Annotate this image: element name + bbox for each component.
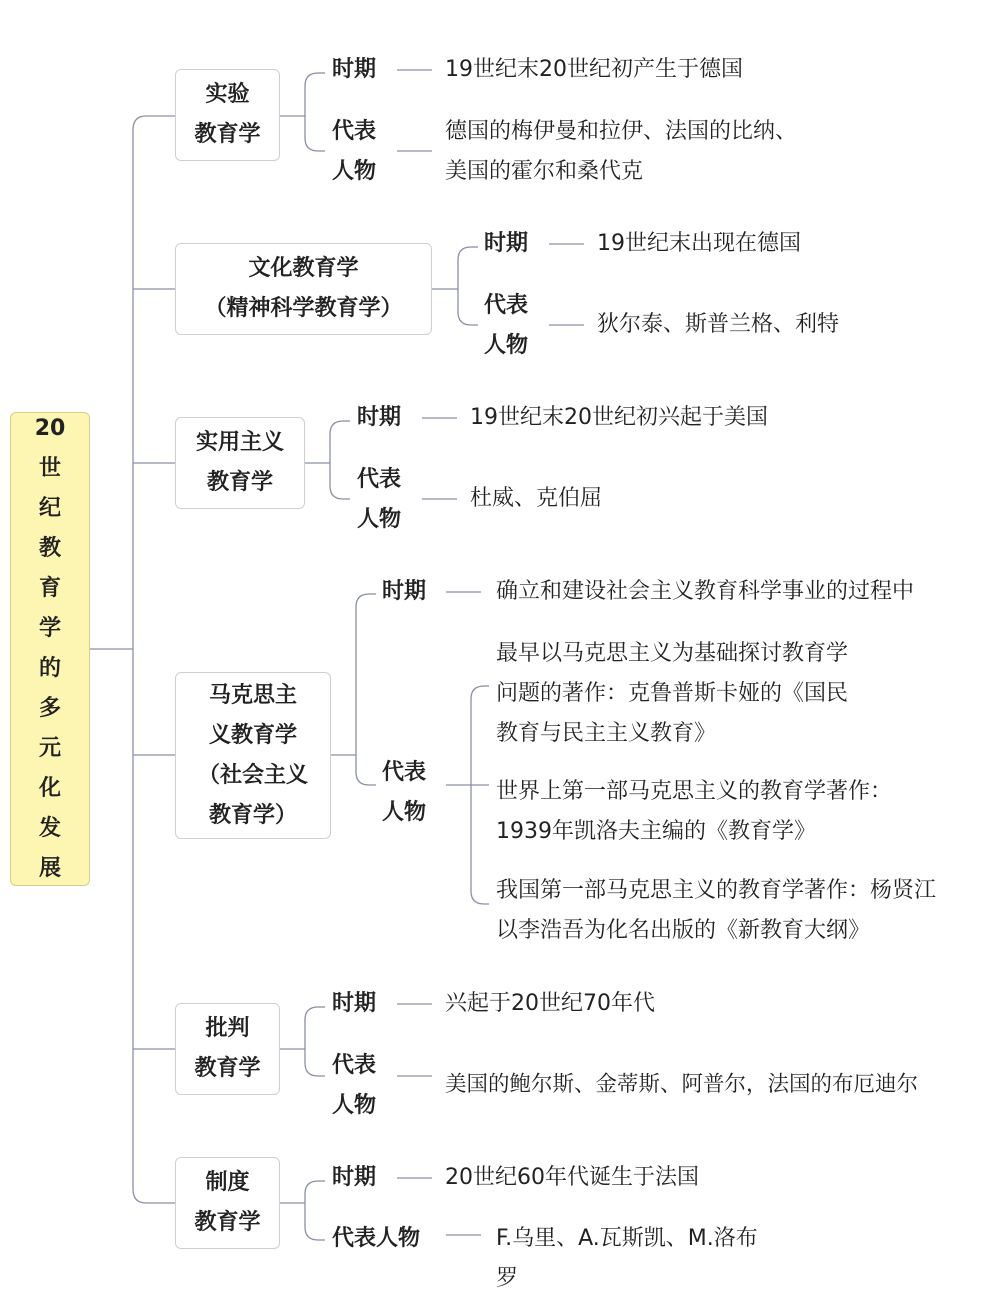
school-node-marxist bbox=[175, 672, 331, 839]
period-text: 20世纪60年代诞生于法国 bbox=[445, 1165, 699, 1190]
representatives-label: 代表 人物 bbox=[332, 1053, 377, 1118]
period-text: 19世纪末20世纪初兴起于美国 bbox=[470, 405, 768, 430]
school-node-institutional bbox=[175, 1157, 280, 1249]
school-name-line: 教育学 bbox=[194, 1210, 261, 1235]
period-text: 兴起于20世纪70年代 bbox=[445, 991, 655, 1016]
root-char: 纪 bbox=[38, 496, 61, 521]
school-name-line: 义教育学 bbox=[208, 722, 297, 748]
period-label: 时期 bbox=[382, 579, 427, 604]
representatives-label: 代表 人物 bbox=[382, 760, 427, 825]
school-name-line: 教育学） bbox=[208, 802, 297, 828]
representatives-text: 杜威、克伯屈 bbox=[470, 486, 603, 511]
root-char: 育 bbox=[38, 576, 61, 601]
representatives-label: 代表人物 bbox=[332, 1226, 421, 1251]
school-name-line: （社会主义 bbox=[197, 762, 308, 788]
period-label: 时期 bbox=[357, 405, 402, 430]
root-char: 的 bbox=[38, 656, 61, 681]
school-name-line: （精神科学教育学） bbox=[204, 296, 403, 321]
period-text: 19世纪末出现在德国 bbox=[597, 231, 801, 256]
period-label: 时期 bbox=[484, 231, 529, 256]
school-name-line: 马克思主 bbox=[208, 682, 297, 708]
root-char: 展 bbox=[38, 856, 61, 881]
representative-item: 最早以马克思主义为基础探讨教育学 问题的著作：克鲁普斯卡娅的《国民 教育与民主主义教育》 bbox=[496, 641, 849, 746]
representatives-text: F.乌里、A.瓦斯凯、M.洛布 罗 bbox=[496, 1226, 758, 1291]
school-node-critical bbox=[175, 1003, 280, 1095]
root-char: 世 bbox=[38, 456, 61, 481]
period-text: 19世纪末20世纪初产生于德国 bbox=[445, 57, 743, 82]
representatives-text: 美国的鲍尔斯、金蒂斯、阿普尔，法国的布厄迪尔 bbox=[445, 1072, 919, 1097]
representatives-text: 狄尔泰、斯普兰格、利特 bbox=[597, 312, 840, 337]
representative-item: 我国第一部马克思主义的教育学著作：杨贤江 以李浩吾为化名出版的《新教育大纲》 bbox=[496, 878, 937, 943]
period-text: 确立和建设社会主义教育科学事业的过程中 bbox=[496, 579, 915, 604]
school-node-experimental bbox=[175, 69, 280, 161]
school-name-line: 批判 bbox=[205, 1016, 250, 1041]
school-name-line: 教育学 bbox=[206, 470, 273, 495]
school-name-line: 实验 bbox=[205, 82, 250, 107]
period-label: 时期 bbox=[332, 991, 377, 1016]
root-char: 多 bbox=[38, 696, 61, 721]
root-char: 教 bbox=[38, 536, 61, 561]
root-char: 发 bbox=[38, 816, 61, 841]
root-char: 化 bbox=[38, 776, 61, 801]
school-node-cultural bbox=[175, 243, 432, 335]
school-name-line: 实用主义 bbox=[195, 430, 284, 455]
school-node-pragmatism bbox=[175, 417, 305, 509]
root-node bbox=[10, 412, 90, 886]
representative-item: 世界上第一部马克思主义的教育学著作： 1939年凯洛夫主编的《教育学》 bbox=[496, 779, 893, 844]
school-name-line: 文化教育学 bbox=[248, 256, 359, 281]
school-name-line: 教育学 bbox=[194, 1056, 261, 1081]
school-name-line: 制度 bbox=[205, 1170, 250, 1195]
period-label: 时期 bbox=[332, 1165, 377, 1190]
root-char: 学 bbox=[38, 616, 61, 641]
representatives-text: 德国的梅伊曼和拉伊、法国的比纳、 美国的霍尔和桑代克 bbox=[445, 119, 798, 184]
school-name-line: 教育学 bbox=[194, 122, 261, 147]
representatives-label: 代表 人物 bbox=[357, 467, 402, 532]
root-char: 20 bbox=[34, 416, 66, 441]
representatives-label: 代表 人物 bbox=[332, 119, 377, 184]
period-label: 时期 bbox=[332, 57, 377, 82]
root-char: 元 bbox=[38, 736, 61, 761]
representatives-label: 代表 人物 bbox=[484, 293, 529, 358]
